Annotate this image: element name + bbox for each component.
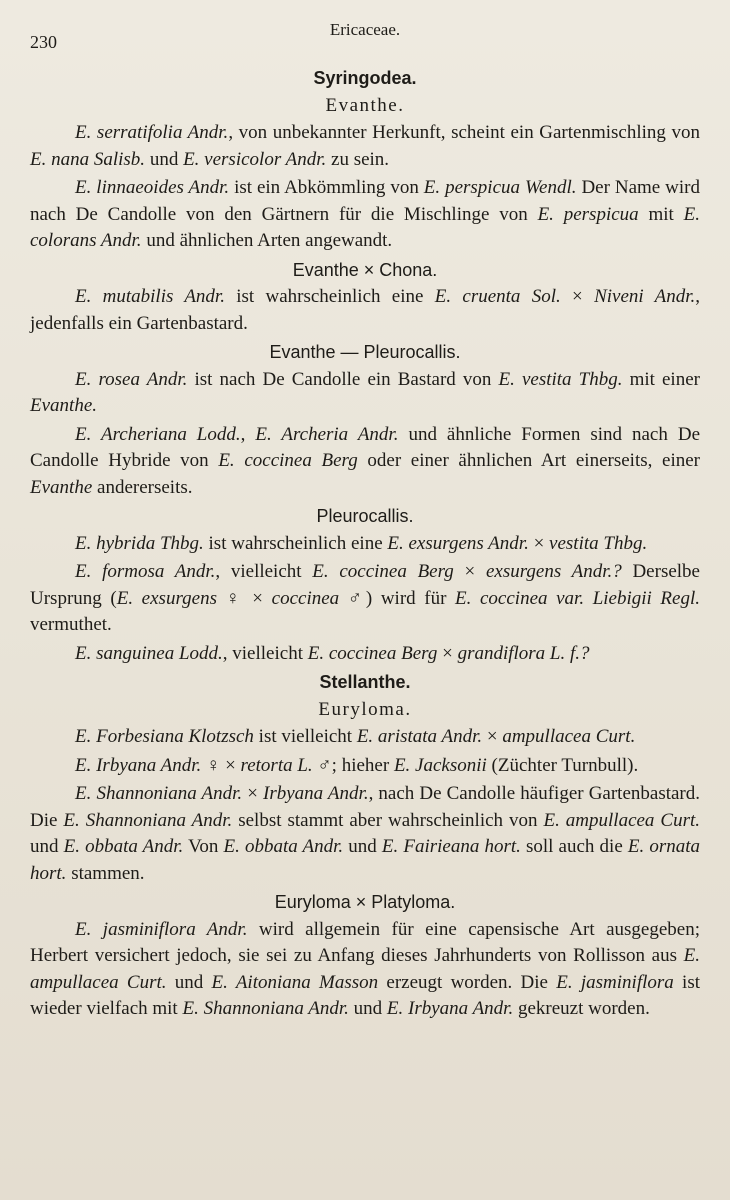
section-heading: Syringodea. bbox=[313, 68, 417, 88]
paragraph: E. Shannoniana Andr. × Irbyana Andr., nach De Candolle häufiger Gartenbastard. Die E. Shannoniana Andr. selbst stammt aber wahrscheinlich von E. ampullacea Curt. und E. obbata Andr. Von E. obbata Andr. und E. Fairieana hort. soll auch die E. ornata hort. stammen. bbox=[30, 783, 701, 884]
paragraph: E. mutabilis Andr. ist wahrscheinlich eine E. cruenta Sol. × Niveni Andr., jedenfalls ein Gartenbastard. bbox=[30, 286, 700, 334]
paragraph: E. Irbyana Andr. ♀ × retorta L. ♂; hieher E. Jacksonii (Züchter Turnbull). bbox=[75, 754, 639, 776]
paragraph: E. sanguinea Lodd., vielleicht E. coccinea Berg × grandiflora L. f.? bbox=[75, 642, 590, 664]
paragraph: E. serratifolia Andr., von unbekannter Herkunft, scheint ein Gartenmischling von E. nana Salisb. und E. versicolor Andr. zu sein. bbox=[30, 122, 700, 170]
section-heading: Stellanthe. bbox=[319, 672, 411, 692]
section-heading: Evanthe — Pleurocallis. bbox=[269, 342, 461, 362]
paragraph: E. formosa Andr., vielleicht E. coccinea Berg × exsurgens Andr.? Derselbe Ursprung (E. exsurgens ♀ × coccinea ♂) wird für E. coccinea var. Liebigii Regl. vermuthet. bbox=[30, 561, 700, 635]
paragraph: E. Archeriana Lodd., E. Archeria Andr. und ähnliche Formen sind nach De Candolle Hybride von E. coccinea Berg oder einer ähnlichen Art einerseits, einer Evanthe andererseits. bbox=[30, 423, 700, 498]
section-heading: Euryloma. bbox=[318, 698, 412, 720]
paragraph: E. Forbesiana Klotzsch ist vielleicht E. aristata Andr. × ampullacea Curt. bbox=[75, 726, 636, 747]
running-title: Ericaceae. bbox=[329, 20, 401, 39]
section-heading: Euryloma × Platyloma. bbox=[274, 892, 456, 912]
paragraph: E. jasminiflora Andr. wird allgemein für eine capensische Art ausgegeben; Herbert versichert jedoch, sie sei zu Anfang dieses Jahrhunderts von Rollisson aus E. ampullacea Curt. und E. Aitoniana Masson erzeugt worden. Die E. jasminiflora ist wieder vielfach mit E. Shannoniana Andr. und E. Irbyana Andr. gekreuzt worden. bbox=[30, 918, 701, 1019]
paragraph: E. linnaeoides Andr. ist ein Abkömmling von E. perspicua Wendl. Der Name wird nach De Candolle von den Gärtnern für die Mischlinge von E. perspicua mit E. colorans Andr. und ähnlichen Arten angewandt. bbox=[30, 177, 700, 251]
running-head bbox=[30, 18, 700, 52]
page-number: 230 bbox=[30, 32, 57, 52]
section-heading: Pleurocallis. bbox=[316, 506, 414, 526]
paragraph: E. rosea Andr. ist nach De Candolle ein Bastard von E. vestita Thbg. mit einer Evanthe. bbox=[30, 368, 700, 416]
page-body bbox=[30, 64, 700, 1025]
section-heading: Evanthe × Chona. bbox=[292, 259, 438, 280]
section-heading: Evanthe. bbox=[325, 94, 405, 116]
paragraph: E. hybrida Thbg. ist wahrscheinlich eine E. exsurgens Andr. × vestita Thbg. bbox=[75, 532, 648, 554]
